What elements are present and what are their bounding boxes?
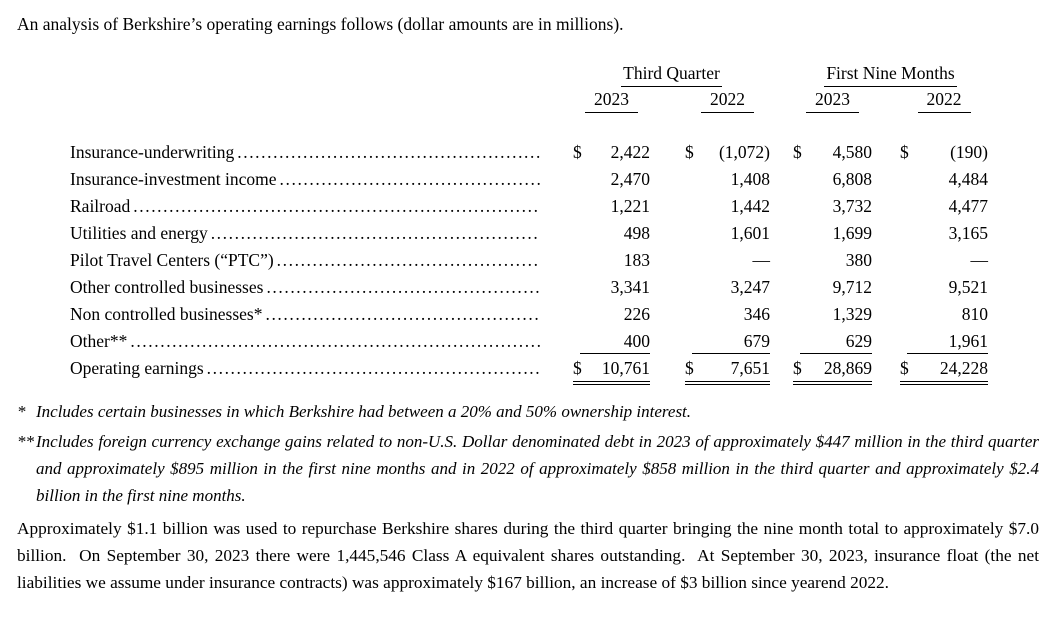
table-row-operating-earnings bbox=[70, 355, 988, 382]
amount-cell bbox=[573, 193, 650, 220]
amount-value: 498 bbox=[623, 223, 650, 243]
row-label: Operating earnings bbox=[70, 358, 204, 378]
dot-leader bbox=[277, 247, 540, 274]
spacer bbox=[872, 247, 900, 274]
amount-cell bbox=[685, 328, 770, 355]
currency-symbol: $ bbox=[793, 142, 802, 162]
spacer bbox=[540, 301, 573, 328]
spacer bbox=[770, 87, 793, 113]
row-label-cell bbox=[70, 247, 540, 274]
spacer bbox=[540, 328, 573, 355]
year-header-nm-2023 bbox=[793, 87, 872, 113]
amount-cell bbox=[573, 247, 650, 274]
amount-value: 3,165 bbox=[948, 223, 988, 243]
amount-value: 7,651 bbox=[730, 358, 770, 378]
amount-cell bbox=[573, 301, 650, 328]
column-group-header-row bbox=[70, 61, 988, 87]
table-row-insurance-investment-income bbox=[70, 166, 988, 193]
dot-leader bbox=[130, 328, 540, 355]
column-group-first-nine-months bbox=[793, 61, 988, 87]
amount-cell bbox=[900, 301, 988, 328]
amount-value: — bbox=[970, 250, 988, 270]
currency-symbol: $ bbox=[685, 358, 694, 378]
total-amount-cell bbox=[900, 355, 988, 382]
amount-cell bbox=[900, 193, 988, 220]
amount-value: 28,869 bbox=[823, 358, 872, 378]
amount-value: 4,484 bbox=[948, 169, 988, 189]
year-header-tq-2022 bbox=[685, 87, 770, 113]
amount-value: 380 bbox=[845, 250, 872, 270]
amount-value: 6,808 bbox=[832, 169, 872, 189]
footnotes-section bbox=[17, 398, 1039, 509]
amount-value: 400 bbox=[623, 331, 650, 351]
amount-cell bbox=[900, 328, 988, 355]
row-label: Utilities and energy bbox=[70, 223, 208, 243]
table-row-insurance-underwriting bbox=[70, 139, 988, 166]
footnote-text: Includes certain businesses in which Berkshire had between a 20% and 50% ownership interest. bbox=[36, 402, 692, 421]
amount-value: 1,221 bbox=[610, 196, 650, 216]
spacer bbox=[650, 274, 685, 301]
dot-leader bbox=[133, 193, 540, 220]
footnote-marker: * bbox=[17, 402, 26, 421]
spacer bbox=[540, 274, 573, 301]
footnote-text: Includes foreign currency exchange gains related to non-U.S. Dollar denominated debt in 2023 of approximately $447 million in the third quarter and approximately $895 million in the first nine months and in 2022 of approximately $858 million in the third quarter and approximately $2.4 billion in the first nine months. bbox=[36, 432, 1039, 505]
amount-value: 346 bbox=[743, 304, 770, 324]
spacer bbox=[872, 274, 900, 301]
amount-value: 679 bbox=[743, 331, 770, 351]
amount-value: 3,247 bbox=[730, 277, 770, 297]
amount-cell bbox=[793, 193, 872, 220]
spacer bbox=[650, 220, 685, 247]
amount-cell bbox=[685, 220, 770, 247]
total-amount-cell bbox=[685, 355, 770, 382]
amount-cell bbox=[573, 274, 650, 301]
amount-value: (190) bbox=[950, 142, 988, 162]
footnote-single-asterisk bbox=[17, 398, 1039, 425]
amount-cell bbox=[900, 166, 988, 193]
spacer bbox=[540, 166, 573, 193]
amount-value: 9,712 bbox=[832, 277, 872, 297]
spacer bbox=[540, 355, 573, 382]
amount-value: 629 bbox=[845, 331, 872, 351]
amount-cell bbox=[900, 247, 988, 274]
amount-cell bbox=[573, 328, 650, 355]
amount-cell bbox=[573, 139, 650, 166]
row-label: Insurance-investment income bbox=[70, 169, 277, 189]
spacer bbox=[770, 247, 793, 274]
table-row-pilot-travel-centers bbox=[70, 247, 988, 274]
intro-paragraph: An analysis of Berkshire’s operating earnings follows (dollar amounts are in millions). bbox=[17, 14, 624, 34]
spacer bbox=[770, 328, 793, 355]
dot-leader bbox=[280, 166, 540, 193]
amount-value: 1,699 bbox=[832, 223, 872, 243]
currency-symbol: $ bbox=[573, 142, 582, 162]
table-row-other bbox=[70, 328, 988, 355]
spacer bbox=[872, 328, 900, 355]
year-label: 2023 bbox=[806, 87, 859, 113]
currency-symbol: $ bbox=[900, 358, 909, 378]
year-header-row bbox=[70, 87, 988, 113]
row-label-cell bbox=[70, 328, 540, 355]
row-label-cell bbox=[70, 139, 540, 166]
spacer bbox=[770, 193, 793, 220]
spacer bbox=[872, 193, 900, 220]
row-label: Other** bbox=[70, 331, 128, 351]
row-label-cell bbox=[70, 220, 540, 247]
table-row-non-controlled-businesses bbox=[70, 301, 988, 328]
row-label: Railroad bbox=[70, 196, 131, 216]
amount-value: — bbox=[752, 250, 770, 270]
currency-symbol: $ bbox=[900, 142, 909, 162]
amount-cell bbox=[685, 193, 770, 220]
amount-cell bbox=[793, 247, 872, 274]
dot-leader bbox=[237, 139, 540, 166]
amount-cell bbox=[793, 328, 872, 355]
amount-cell bbox=[685, 139, 770, 166]
amount-value: 1,442 bbox=[730, 196, 770, 216]
amount-cell bbox=[573, 220, 650, 247]
spacer bbox=[872, 220, 900, 247]
amount-value: 1,601 bbox=[730, 223, 770, 243]
spacer bbox=[650, 193, 685, 220]
amount-value: 1,329 bbox=[832, 304, 872, 324]
amount-value: 3,341 bbox=[610, 277, 650, 297]
dot-leader bbox=[207, 355, 540, 382]
amount-value: (1,072) bbox=[718, 142, 770, 162]
amount-value: 10,761 bbox=[601, 358, 650, 378]
spacer bbox=[650, 328, 685, 355]
spacer bbox=[770, 61, 793, 87]
operating-earnings-table bbox=[70, 61, 988, 382]
spacer bbox=[770, 274, 793, 301]
row-label-cell bbox=[70, 166, 540, 193]
spacer bbox=[770, 220, 793, 247]
amount-cell bbox=[793, 274, 872, 301]
year-header-nm-2022 bbox=[900, 87, 988, 113]
amount-cell bbox=[900, 274, 988, 301]
row-label-cell bbox=[70, 274, 540, 301]
footnote-double-asterisk bbox=[17, 428, 1039, 509]
currency-symbol: $ bbox=[685, 142, 694, 162]
amount-cell bbox=[685, 247, 770, 274]
spacer bbox=[540, 220, 573, 247]
column-group-label: First Nine Months bbox=[824, 61, 956, 87]
currency-symbol: $ bbox=[573, 358, 582, 378]
amount-value: 3,732 bbox=[832, 196, 872, 216]
row-label: Insurance-underwriting bbox=[70, 142, 235, 162]
year-label: 2022 bbox=[701, 87, 754, 113]
amount-cell bbox=[793, 220, 872, 247]
currency-symbol: $ bbox=[793, 358, 802, 378]
row-label-cell bbox=[70, 193, 540, 220]
amount-value: 4,477 bbox=[948, 196, 988, 216]
row-label: Pilot Travel Centers (“PTC”) bbox=[70, 250, 274, 270]
amount-value: 1,961 bbox=[948, 331, 988, 351]
spacer bbox=[70, 87, 573, 113]
amount-cell bbox=[793, 301, 872, 328]
spacer bbox=[872, 87, 900, 113]
spacer bbox=[872, 355, 900, 382]
spacer bbox=[770, 139, 793, 166]
amount-cell bbox=[900, 220, 988, 247]
spacer bbox=[872, 139, 900, 166]
amount-value: 2,470 bbox=[610, 169, 650, 189]
spacer bbox=[650, 166, 685, 193]
spacer bbox=[770, 166, 793, 193]
amount-value: 810 bbox=[961, 304, 988, 324]
spacer bbox=[650, 139, 685, 166]
column-group-third-quarter bbox=[573, 61, 770, 87]
amount-value: 1,408 bbox=[730, 169, 770, 189]
dot-leader bbox=[266, 274, 540, 301]
dot-leader bbox=[211, 220, 540, 247]
total-amount-cell bbox=[793, 355, 872, 382]
row-label-cell bbox=[70, 355, 540, 382]
amount-cell bbox=[900, 139, 988, 166]
row-label: Non controlled businesses* bbox=[70, 304, 263, 324]
table-row-railroad bbox=[70, 193, 988, 220]
spacer bbox=[540, 247, 573, 274]
closing-paragraph: Approximately $1.1 billion was used to repurchase Berkshire shares during the third quarter bringing the nine month total to approximately $7.0 billion. On September 30, 2023 there were 1,445,546 Class A equivalent shares outstanding. At September 30, 2023, insurance float (the net liabilities we assume under insurance contracts) was approximately $167 billion, an increase of $3 billion since yearend 2022. bbox=[17, 519, 1044, 592]
amount-cell bbox=[573, 166, 650, 193]
spacer bbox=[70, 61, 573, 87]
table-row-utilities-and-energy bbox=[70, 220, 988, 247]
spacer bbox=[650, 247, 685, 274]
table-row-other-controlled-businesses bbox=[70, 274, 988, 301]
total-amount-cell bbox=[573, 355, 650, 382]
spacer bbox=[540, 193, 573, 220]
amount-value: 226 bbox=[623, 304, 650, 324]
row-label: Other controlled businesses bbox=[70, 277, 264, 297]
spacer bbox=[872, 166, 900, 193]
spacer bbox=[770, 355, 793, 382]
spacer bbox=[650, 87, 685, 113]
amount-cell bbox=[685, 274, 770, 301]
amount-value: 4,580 bbox=[832, 142, 872, 162]
amount-value: 24,228 bbox=[939, 358, 988, 378]
table-body bbox=[70, 139, 988, 382]
footnote-marker: ** bbox=[17, 432, 34, 451]
year-label: 2022 bbox=[918, 87, 971, 113]
spacer bbox=[650, 355, 685, 382]
year-label: 2023 bbox=[585, 87, 638, 113]
spacer bbox=[770, 301, 793, 328]
spacer bbox=[872, 301, 900, 328]
spacer bbox=[650, 301, 685, 328]
amount-value: 9,521 bbox=[948, 277, 988, 297]
row-label-cell bbox=[70, 301, 540, 328]
amount-cell bbox=[685, 166, 770, 193]
column-group-label: Third Quarter bbox=[621, 61, 722, 87]
amount-cell bbox=[685, 301, 770, 328]
year-header-tq-2023 bbox=[573, 87, 650, 113]
amount-value: 2,422 bbox=[610, 142, 650, 162]
amount-cell bbox=[793, 139, 872, 166]
amount-cell bbox=[793, 166, 872, 193]
amount-value: 183 bbox=[623, 250, 650, 270]
spacer bbox=[540, 139, 573, 166]
dot-leader bbox=[265, 301, 540, 328]
